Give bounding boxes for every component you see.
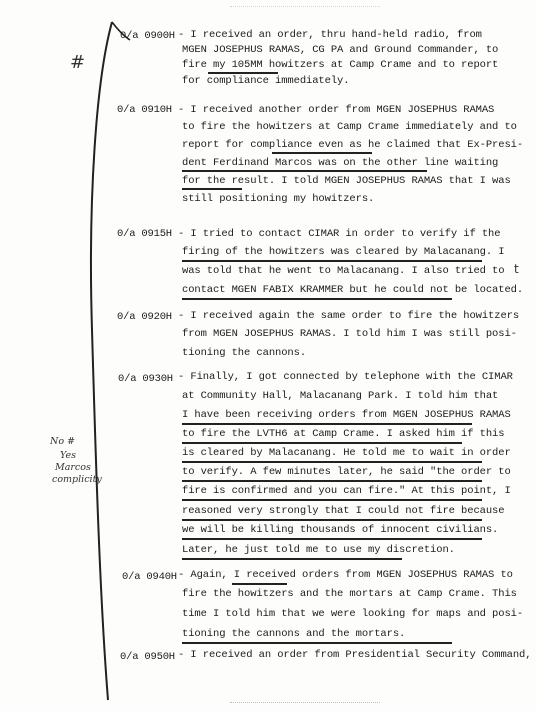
entry-line: contact MGEN FABIX KRAMMER but he could not be located. xyxy=(182,284,524,296)
entry-line: we will be killing thousands of innocent civilians. xyxy=(182,524,499,536)
entry-line: Later, he just told me to use my discretion. xyxy=(182,544,455,556)
margin-note-line1: No # xyxy=(50,436,76,447)
entry-time: 0/a 0940H xyxy=(122,571,177,583)
entry-line: to fire the howitzers at Camp Crame immediately and to xyxy=(182,121,517,133)
underline-mark xyxy=(272,152,372,154)
entry-time: 0/a 0915H xyxy=(117,228,172,240)
entry-line: to verify. A few minutes later, he said "the order to xyxy=(182,466,511,478)
entry-line: fire my 105MM howitzers at Camp Crame and to report xyxy=(182,59,499,71)
underline-mark xyxy=(182,298,452,300)
underline-mark xyxy=(182,642,452,644)
underline-mark xyxy=(182,423,472,425)
entry-line: - I received again the same order to fire the howitzers xyxy=(178,310,520,322)
entry-time: 0/a 0910H xyxy=(117,104,172,116)
underline-mark xyxy=(182,170,427,172)
entry-line: is cleared by Malacanang. He told me to wait in order xyxy=(182,447,511,459)
entry-line: from MGEN JOSEPHUS RAMAS. I told him I was still posi- xyxy=(182,328,517,340)
margin-note-line4: complicity xyxy=(52,474,102,485)
entry-line: - I received another order from MGEN JOSEPHUS RAMAS xyxy=(178,104,495,116)
entry-line: - I received an order, thru hand-held radio, from xyxy=(178,29,482,41)
entry-line: reasoned very strongly that I could not fire because xyxy=(182,505,505,517)
entry-line: MGEN JOSEPHUS RAMAS, CG PA and Ground Commander, to xyxy=(182,44,499,56)
entry-time: 0/a 0950H xyxy=(120,651,175,663)
entry-line: was told that he went to Malacanang. I also tried to xyxy=(182,265,505,277)
entry-time: 0/a 0920H xyxy=(117,311,172,323)
entry-time: 0/a 0930H xyxy=(118,373,173,385)
entry-line: - Finally, I got connected by telephone with the CIMAR xyxy=(178,371,513,383)
entry-line: at Community Hall, Malacanang Park. I told him that xyxy=(182,390,499,402)
underline-mark xyxy=(182,480,482,482)
entry-line: tioning the cannons and the mortars. xyxy=(182,628,406,640)
underline-mark xyxy=(182,558,402,560)
underline-mark xyxy=(182,260,482,262)
underline-mark xyxy=(182,461,482,463)
entry-time: 0/a 0900H xyxy=(120,30,175,42)
entry-line: I have been receiving orders from MGEN JOSEPHUS RAMAS xyxy=(182,409,511,421)
entry-line: - I received an order from Presidential Security Command, xyxy=(178,649,532,661)
entry-line: still positioning my howitzers. xyxy=(182,193,375,205)
margin-note-line3: Marcos xyxy=(55,462,91,473)
underline-mark xyxy=(182,538,482,540)
margin-right-mark: t xyxy=(514,262,519,276)
underline-mark xyxy=(182,188,242,190)
underline-mark xyxy=(182,499,482,501)
entry-line: for compliance immediately. xyxy=(182,75,350,87)
entry-line: fire the howitzers and the mortars at Camp Crame. This xyxy=(182,588,517,600)
entry-line: to fire the LVTH6 at Camp Crame. I asked him if this xyxy=(182,428,505,440)
underline-mark xyxy=(208,72,278,74)
entry-line: - I tried to contact CIMAR in order to verify if the xyxy=(178,228,501,240)
entry-line: fire is confirmed and you can fire." At this point, I xyxy=(182,485,511,497)
entry-line: report for compliance even as he claimed that Ex-Presi- xyxy=(182,139,524,151)
underline-mark xyxy=(182,442,462,444)
margin-note-line2: Yes xyxy=(60,450,76,461)
entry-line: dent Ferdinand Marcos was on the other line waiting xyxy=(182,157,499,169)
entry-line: for the result. I told MGEN JOSEPHUS RAMAS that I was xyxy=(182,175,511,187)
entry-line: - Again, I received orders from MGEN JOSEPHUS RAMAS to xyxy=(178,569,513,581)
entry-line: tioning the cannons. xyxy=(182,347,307,359)
underline-mark xyxy=(182,519,482,521)
margin-hash-mark: # xyxy=(70,52,86,73)
entry-line: time I told him that we were looking for maps and posi- xyxy=(182,608,524,620)
underline-mark xyxy=(232,583,287,585)
entry-line: firing of the howitzers was cleared by Malacanang. I xyxy=(182,246,505,258)
